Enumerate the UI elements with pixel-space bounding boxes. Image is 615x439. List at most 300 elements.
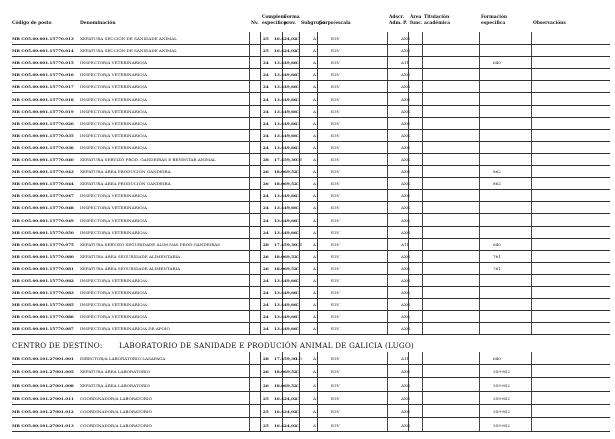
cell-sg: A1: [313, 241, 319, 247]
cell-ad: AXG: [401, 205, 411, 211]
cell-ad: AXG: [401, 108, 411, 114]
table-row: [12, 352, 610, 365]
cell-sg: A1: [313, 193, 319, 199]
cell-fe: 761: [493, 253, 501, 259]
cell-fp: C: [296, 144, 300, 150]
cell-fp: C: [296, 265, 300, 271]
cell-cd: 13.449,66: [274, 290, 297, 296]
cell-cs: E3V: [331, 265, 340, 271]
cell-cs: E3V: [331, 120, 340, 126]
cell-ad: AXG: [401, 157, 411, 162]
table-row: [12, 201, 610, 214]
cell-cd: 13.449,66: [274, 132, 297, 138]
cell-fp: LD: [296, 356, 303, 361]
cell-code: MR CO5.00.001.15770.019: [12, 108, 74, 114]
cell-den: COORDINADOR/A LABORATORIO: [80, 409, 152, 415]
cell-fp: C: [296, 314, 300, 320]
cell-ad: AXG: [401, 265, 411, 271]
cell-fe: 359-852: [493, 382, 511, 388]
cell-code: MR CO5.00.101.27001.011: [12, 395, 74, 401]
cell-sg: A1: [313, 422, 319, 428]
cell-sg: A1: [313, 181, 319, 187]
cell-cd: 13.449,66: [274, 84, 297, 90]
cell-cs: E3V: [331, 356, 340, 361]
cell-sg: A1: [313, 265, 319, 271]
cell-fp: C: [296, 181, 300, 187]
cell-code: MR CO5.00.001.15770.014: [12, 48, 74, 54]
header-titulacion-top: Titulación: [424, 15, 450, 20]
cell-den: INSPECTOR/A VETERINARIO/A: [80, 278, 147, 283]
cell-fp: C: [296, 217, 300, 223]
cell-cd: 13.449,66: [274, 144, 297, 150]
cell-cd: 13.449,66: [274, 229, 297, 235]
cell-fe: 640: [493, 60, 501, 66]
cell-den: XEFATURA ÁREA PRODUCIÓN GANDEIRA: [80, 181, 171, 187]
table-row: [12, 117, 610, 130]
cell-code: MR CO5.00.101.27001.008: [12, 382, 74, 388]
cell-den: INSPECTOR/A VETERINARIO/A: [80, 229, 147, 235]
cell-nv: 24: [263, 278, 269, 283]
header-subgrupo: Subgrupo: [301, 21, 326, 26]
cell-ad: AXG: [401, 193, 411, 199]
cell-cd: 18.069,52: [274, 369, 297, 375]
cell-ad: AXG: [401, 409, 411, 415]
table-row: [12, 80, 610, 93]
table-row: [12, 105, 610, 118]
cell-fp: C: [296, 409, 300, 415]
table-row: [12, 274, 610, 287]
cell-nv: 28: [263, 157, 269, 162]
header-forma-top: Forma: [284, 15, 300, 20]
cell-sg: A1: [313, 120, 319, 126]
cell-nv: 25: [263, 409, 269, 415]
cell-nv: 25: [263, 48, 269, 54]
cell-den: XEFATURA SECCIÓN DE SANIDADE ANIMAL: [80, 36, 177, 41]
cell-den: XEFATURA ÁREA PRODUCIÓN GANDEIRA: [80, 169, 171, 175]
cell-cd: 18.069,52: [274, 253, 297, 259]
section-centre-name: LABORATORIO DE SANIDADE E PRODUCIÓN ANIMAL DE GALICIA (LUGO): [119, 341, 414, 350]
table-row: [12, 286, 610, 299]
cell-fp: C: [296, 395, 300, 401]
cell-nv: 28: [263, 356, 269, 361]
header-area: func.: [410, 21, 423, 26]
table-row: [12, 44, 610, 57]
cell-ad: AXG: [401, 84, 411, 90]
cell-den: COORDINADOR/A LABORATORIO: [80, 422, 152, 428]
cell-den: XEFATURA SECCIÓN DE SANIDADE ANIMAL: [80, 48, 177, 54]
cell-cs: E3V: [331, 205, 340, 211]
cell-fe: 640: [493, 241, 501, 247]
cell-cs: E3V: [331, 181, 340, 187]
cell-cs: E3V: [331, 422, 340, 428]
cell-cs: E3V: [331, 193, 340, 199]
section-title: [12, 341, 414, 350]
cell-nv: 24: [263, 144, 269, 150]
cell-nv: 24: [263, 205, 269, 211]
cell-code: MR CO5.00.001.15770.048: [12, 205, 74, 211]
cell-den: INSPECTOR/A VETERINARIO/A: [80, 72, 147, 78]
cell-cs: E3V: [331, 395, 340, 401]
cell-code: MR CO5.00.001.15770.017: [12, 84, 74, 90]
cell-fp: C: [296, 193, 300, 199]
cell-den: INSPECTOR/A VETERINARIO/A: [80, 120, 147, 126]
table-row: [12, 189, 610, 202]
cell-nv: 24: [263, 290, 269, 296]
cell-ad: AXG: [401, 382, 411, 388]
cell-cd: 13.449,66: [274, 96, 297, 102]
cell-ad: AXG: [401, 290, 411, 296]
cell-den: INSPECTOR/A VETERINARIO/A: [80, 205, 147, 211]
cell-cd: 13.449,66: [274, 314, 297, 320]
cell-nv: 24: [263, 72, 269, 78]
cell-nv: 24: [263, 84, 269, 90]
header-observacions: Observacións: [533, 21, 566, 26]
cell-cd: 16.424,02: [274, 409, 297, 415]
cell-ad: AXG: [401, 72, 411, 78]
table-row: [12, 405, 610, 418]
cell-cs: E3V: [331, 290, 340, 296]
cell-nv: 26: [263, 181, 269, 187]
cell-cs: E3V: [331, 157, 340, 162]
cell-code: MR CO5.00.001.15770.018: [12, 96, 74, 102]
cell-sg: A1: [313, 229, 319, 235]
cell-den: INSPECTOR/A VETERINARIO/A: [80, 314, 147, 320]
table-row: [12, 262, 610, 275]
cell-fp: CE: [296, 157, 303, 162]
cell-cs: E3V: [331, 302, 340, 308]
cell-nv: 24: [263, 326, 269, 332]
cell-sg: A1: [313, 409, 319, 415]
cell-sg: A1: [313, 217, 319, 223]
table-row: [12, 32, 610, 45]
cell-sg: A1: [313, 290, 319, 296]
cell-nv: 24: [263, 302, 269, 308]
cell-sg: A1: [313, 108, 319, 114]
table-row: [12, 238, 610, 251]
cell-code: MR CO5.00.001.15770.087: [12, 326, 74, 332]
cell-sg: A1: [313, 356, 319, 361]
cell-cd: 18.069,52: [274, 181, 297, 187]
cell-code: MR CO5.00.101.27001.013: [12, 422, 74, 428]
cell-den: INSPECTOR/A VETERINARIO/A: [80, 96, 147, 102]
cell-cd: 16.424,02: [274, 422, 297, 428]
cell-nv: 26: [263, 265, 269, 271]
header-area-top: Área: [410, 15, 422, 20]
header-adscr: Adm. P.: [389, 21, 408, 26]
cell-sg: A1: [313, 60, 319, 66]
cell-den: INSPECTOR/A VETERINARIO/A: [80, 144, 147, 150]
cell-cd: 17.459,30: [274, 157, 297, 162]
cell-sg: A1: [313, 169, 319, 175]
header-codigo: Código de posto: [12, 21, 52, 26]
cell-cs: E3V: [331, 382, 340, 388]
cell-sg: A1: [313, 326, 319, 332]
cell-nv: 24: [263, 229, 269, 235]
cell-ad: AXG: [401, 314, 411, 320]
cell-den: XEFATURA SERVIZO PROD. GANDEIRAS E BENESTAR ANIMAL: [80, 157, 216, 162]
cell-code: MR CO5.00.001.15770.047: [12, 193, 74, 199]
cell-den: INSPECTOR/A VETERINARIO/A: [80, 217, 147, 223]
table-row: [12, 365, 610, 378]
cell-fp: C: [296, 205, 300, 211]
header-nv: Nv.: [251, 21, 259, 26]
cell-ad: AXG: [401, 422, 411, 428]
cell-cs: E3V: [331, 72, 340, 78]
cell-cd: 13.449,66: [274, 302, 297, 308]
cell-ad: AXG: [401, 326, 411, 332]
cell-cs: E3V: [331, 96, 340, 102]
cell-nv: 24: [263, 96, 269, 102]
cell-cs: E3V: [331, 253, 340, 259]
header-corpo: Corpo/escala: [319, 21, 351, 26]
cell-den: XEFATURA SERVIZO SEGURIDADE ALIM.NAS PROD.GANDEIRAS: [80, 241, 221, 247]
cell-ad: AXG: [401, 229, 411, 235]
cell-den: INSPECTOR/A VETERINARIO/A: [80, 132, 147, 138]
cell-code: MR CO5.00.101.27001.012: [12, 409, 74, 415]
section-label: CENTRO DE DESTINO:: [12, 341, 103, 350]
cell-code: MR CO5.00.001.15770.082: [12, 278, 74, 283]
cell-cd: 13.449,66: [274, 60, 297, 66]
cell-code: MR CO5.00.001.15770.015: [12, 60, 74, 66]
table-row: [12, 153, 610, 166]
cell-fp: C: [296, 290, 300, 296]
cell-code: MR CO5.00.001.15770.081: [12, 265, 74, 271]
cell-ad: AXG: [401, 217, 411, 223]
cell-sg: A1: [313, 253, 319, 259]
cell-ad: AXG: [401, 253, 411, 259]
cell-den: DIRECTOR/A LABORATORIO LASAPAGA: [80, 356, 166, 361]
cell-fp: C: [296, 120, 300, 126]
cell-sg: A1: [313, 84, 319, 90]
cell-sg: A1: [313, 144, 319, 150]
cell-cs: E3V: [331, 278, 340, 283]
cell-code: MR CO5.00.001.15770.020: [12, 120, 74, 126]
cell-cd: 13.449,66: [274, 205, 297, 211]
cell-fe: 359-852: [493, 395, 511, 401]
header-formacion-top: Formación: [481, 15, 508, 20]
cell-sg: A1: [313, 369, 319, 375]
table-row: [12, 298, 610, 311]
cell-fe: 359-852: [493, 369, 511, 375]
cell-fp: C: [296, 132, 300, 138]
cell-ad: AXG: [401, 132, 411, 138]
header-forma: prov.: [284, 21, 296, 26]
cell-nv: 24: [263, 120, 269, 126]
cell-sg: A1: [313, 382, 319, 388]
cell-cs: E3V: [331, 409, 340, 415]
cell-cs: E3V: [331, 60, 340, 66]
cell-fe: 862: [493, 169, 501, 175]
cell-sg: A1: [313, 205, 319, 211]
cell-den: INSPECTOR/A VETERINARIO/A: [80, 193, 147, 199]
cell-cd: 18.069,52: [274, 169, 297, 175]
table-row: [12, 214, 610, 227]
cell-den: INSPECTOR/A VETERINARIO/A DE APOIO: [80, 326, 170, 332]
cell-sg: A1: [313, 72, 319, 78]
cell-cd: 13.449,66: [274, 193, 297, 199]
cell-nv: 24: [263, 193, 269, 199]
cell-cd: 16.424,02: [274, 48, 297, 54]
table-row: [12, 322, 610, 335]
cell-code: MR CO5.00.001.15770.086: [12, 314, 74, 320]
cell-cd: 13.449,66: [274, 108, 297, 114]
table-row: [12, 141, 610, 154]
cell-ad: AXG: [401, 96, 411, 102]
cell-sg: A1: [313, 314, 319, 320]
cell-den: XEFATURA ÁREA SEGURIDADE ALIMENTARIA: [80, 265, 181, 271]
cell-nv: 26: [263, 253, 269, 259]
cell-ad: AXG: [401, 181, 411, 187]
cell-cd: 18.069,52: [274, 265, 297, 271]
cell-ad: AXG: [401, 369, 411, 375]
cell-nv: 24: [263, 314, 269, 320]
cell-fp: C: [296, 369, 300, 375]
cell-den: XEFATURA ÁREA SEGURIDADE ALIMENTARIA: [80, 253, 181, 259]
cell-fp: C: [296, 326, 300, 332]
cell-nv: 25: [263, 395, 269, 401]
cell-fp: C: [296, 229, 300, 235]
cell-code: MR CO5.00.001.15770.050: [12, 229, 74, 235]
cell-cs: E3V: [331, 36, 340, 41]
header-denominacion: Denominación: [80, 21, 116, 26]
cell-cs: E3V: [331, 84, 340, 90]
cell-code: MR CO5.00.001.15770.013: [12, 36, 74, 41]
cell-code: MR CO5.00.001.15770.080: [12, 253, 74, 259]
cell-fp: C: [296, 382, 300, 388]
header-compl-top: Complem.: [262, 15, 287, 20]
header-compl: específico: [262, 21, 287, 26]
cell-ad: AXG: [401, 302, 411, 308]
cell-cs: E3V: [331, 241, 340, 247]
cell-cs: E3V: [331, 48, 340, 54]
cell-cd: 13.449,66: [274, 120, 297, 126]
cell-den: INSPECTOR/A VETERINARIO/A: [80, 60, 147, 66]
cell-code: MR CO5.00.001.15770.083: [12, 290, 74, 296]
cell-nv: 25: [263, 36, 269, 41]
cell-sg: A1: [313, 48, 319, 54]
cell-ad: AXG: [401, 144, 411, 150]
table-row: [12, 250, 610, 263]
cell-ad: AXG: [401, 48, 411, 54]
cell-fp: C: [296, 422, 300, 428]
table-row: [12, 226, 610, 239]
cell-code: MR CO5.00.101.27001.001: [12, 356, 74, 361]
cell-nv: 24: [263, 60, 269, 66]
cell-cs: E3V: [331, 314, 340, 320]
cell-den: INSPECTOR/A VETERINARIO/A: [80, 302, 147, 308]
cell-cs: E3V: [331, 169, 340, 175]
cell-ad: AXG: [401, 395, 411, 401]
cell-nv: 26: [263, 382, 269, 388]
cell-code: MR CO5.00.001.15770.016: [12, 72, 74, 78]
cell-cd: 18.069,52: [274, 382, 297, 388]
table-row: [12, 165, 610, 178]
cell-cs: E3V: [331, 369, 340, 375]
cell-fp: C: [296, 48, 300, 54]
cell-cs: E3V: [331, 217, 340, 223]
cell-cs: E3V: [331, 326, 340, 332]
cell-nv: 24: [263, 108, 269, 114]
table-row: [12, 68, 610, 81]
cell-den: XEFATURA ÁREA LABORATORIO: [80, 382, 150, 388]
cell-code: MR CO5.00.001.15770.085: [12, 302, 74, 308]
cell-fe: 761: [493, 265, 501, 271]
cell-sg: A1: [313, 132, 319, 138]
cell-ad: A11: [401, 60, 410, 66]
cell-fe: 359-852: [493, 409, 511, 415]
cell-den: INSPECTOR/A VETERINARIO/A: [80, 108, 147, 114]
cell-ad: A11: [401, 241, 410, 247]
cell-ad: AXG: [401, 120, 411, 126]
header-titulacion: académica: [424, 21, 451, 26]
cell-cd: 13.449,66: [274, 72, 297, 78]
cell-code: MR CO5.00.001.15770.035: [12, 132, 74, 138]
cell-den: XEFATURA ÁREA LABORATORIO: [80, 369, 150, 375]
cell-cd: 16.424,02: [274, 36, 297, 41]
cell-fp: C: [296, 36, 300, 41]
cell-nv: 26: [263, 169, 269, 175]
cell-fp: C: [296, 84, 300, 90]
cell-cs: E3V: [331, 108, 340, 114]
table-row: [12, 177, 610, 190]
cell-code: MR CO5.00.001.15770.075: [12, 241, 74, 247]
cell-ad: A11: [401, 356, 410, 361]
cell-nv: 24: [263, 132, 269, 138]
cell-cd: 17.459,30: [274, 356, 297, 361]
table-row: [12, 379, 610, 392]
table-row: [12, 310, 610, 323]
cell-fp: C: [296, 72, 300, 78]
cell-sg: A1: [313, 157, 319, 162]
cell-ad: AXG: [401, 169, 411, 175]
cell-cd: 13.449,66: [274, 326, 297, 332]
cell-cd: 13.449,66: [274, 217, 297, 223]
table-row: [12, 93, 610, 106]
header-formacion: específica: [481, 21, 506, 26]
cell-nv: 24: [263, 217, 269, 223]
cell-cs: E3V: [331, 229, 340, 235]
cell-fe: 359-852: [493, 422, 511, 428]
cell-sg: A1: [313, 36, 319, 41]
cell-cs: E3V: [331, 144, 340, 150]
cell-fe: 640: [493, 356, 501, 361]
cell-cd: 17.459,30: [274, 241, 297, 247]
cell-ad: AXG: [401, 36, 411, 41]
cell-code: MR CO5.00.101.27001.005: [12, 369, 74, 375]
cell-nv: 28: [263, 241, 269, 247]
cell-fp: C: [296, 253, 300, 259]
cell-fp: C: [296, 96, 300, 102]
cell-fp: C: [296, 108, 300, 114]
cell-sg: A1: [313, 395, 319, 401]
cell-fp: CE: [296, 241, 303, 247]
cell-fe: 862: [493, 181, 501, 187]
cell-den: INSPECTOR/A VETERINARIO/A: [80, 290, 147, 296]
header-adscr-top: Adscr.: [389, 15, 405, 20]
cell-code: MR CO5.00.001.15770.049: [12, 217, 74, 223]
cell-sg: A1: [313, 302, 319, 308]
cell-fp: C: [296, 60, 300, 66]
cell-den: INSPECTOR/A VETERINARIO/A: [80, 84, 147, 90]
cell-fp: C: [296, 302, 300, 308]
cell-nv: 25: [263, 422, 269, 428]
cell-ad: AXG: [401, 278, 411, 283]
table-row: [12, 419, 610, 432]
cell-cd: 13.449,66: [274, 278, 297, 283]
table-row: [12, 56, 610, 69]
cell-code: MR CO5.00.001.15770.040: [12, 157, 74, 162]
table-row: [12, 392, 610, 405]
